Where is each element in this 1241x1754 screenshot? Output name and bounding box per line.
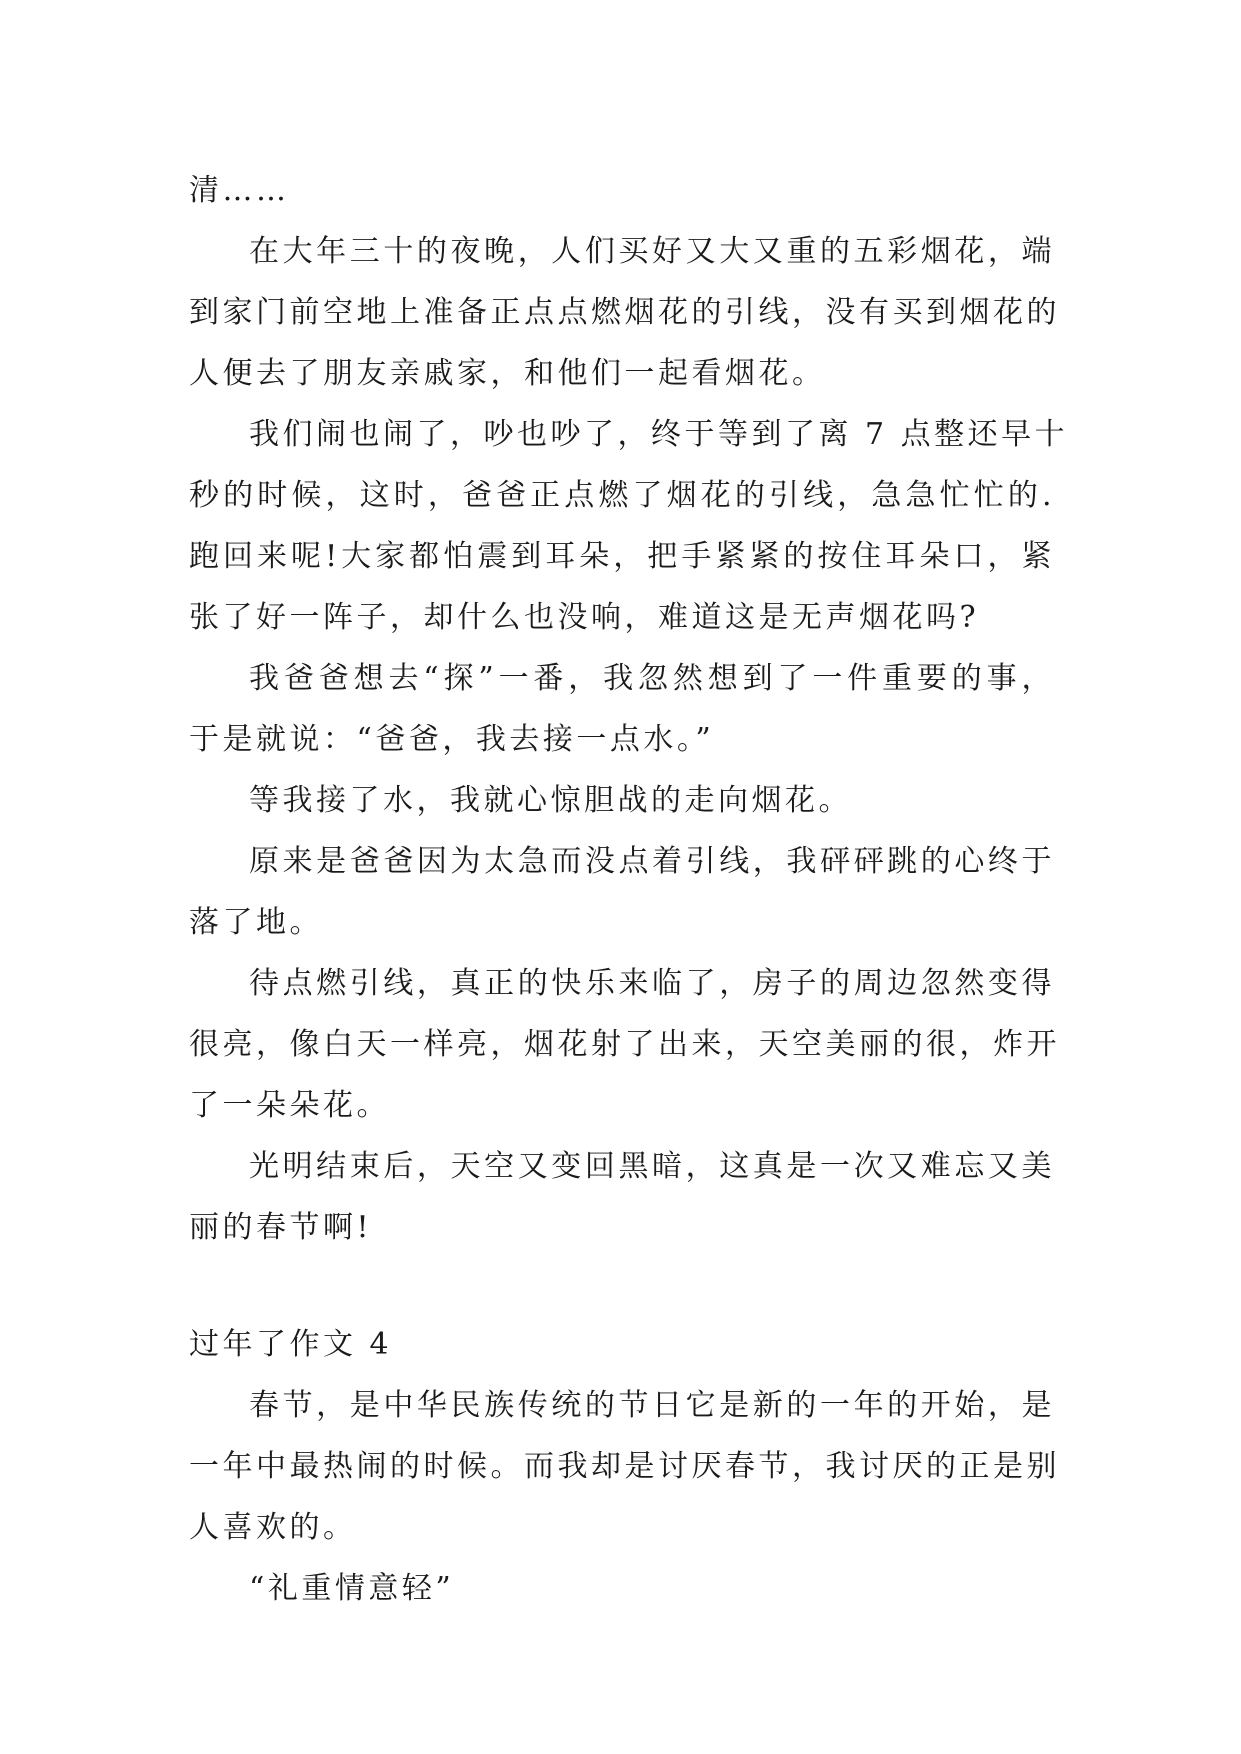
text-line: 跑回来呢!大家都怕震到耳朵，把手紧紧的按住耳朵口，紧	[189, 539, 1055, 574]
text-line: 在大年三十的夜晚，人们买好又大又重的五彩烟花，端	[249, 234, 1055, 269]
section-gap	[189, 1258, 1055, 1314]
text-line: “礼重情意轻”	[249, 1571, 455, 1606]
text-line: 到家门前空地上准备正点点燃烟花的引线，没有买到烟花的	[189, 295, 1060, 330]
text-line: 张了好一阵子，却什么也没响，难道这是无声烟花吗?	[189, 600, 980, 635]
paragraph-continuation	[189, 160, 1055, 221]
paragraph-waiting	[189, 404, 1069, 465]
paragraph-explore-cont	[189, 709, 1055, 770]
text-line: 原来是爸爸因为太急而没点着引线，我砰砰跳的心终于	[249, 844, 1055, 879]
text-line: 一年中最热闹的时候。而我却是讨厌春节，我讨厌的正是别	[189, 1449, 1060, 1484]
text-line: 秒的时候，这时，爸爸正点燃了烟花的引线，急急忙忙的.	[189, 478, 1055, 513]
paragraph-water	[189, 770, 1055, 831]
paragraph-fireworks	[189, 953, 1055, 1014]
text-line: 于是就说：“爸爸，我去接一点水。”	[189, 722, 715, 757]
document-body	[189, 160, 1069, 1619]
text-line: 待点燃引线，真正的快乐来临了，房子的周边忽然变得	[249, 966, 1055, 1001]
section-title	[189, 1314, 1055, 1375]
text-line: 清……	[189, 173, 290, 208]
text-line: 人便去了朋友亲戚家，和他们一起看烟花。	[189, 356, 826, 391]
text-line: 春节，是中华民族传统的节日它是新的一年的开始，是	[249, 1388, 1055, 1423]
text-line: 了一朵朵花。	[189, 1088, 390, 1123]
text-line: 落了地。	[189, 905, 323, 940]
text-line: 我爸爸想去“探”一番，我忽然想到了一件重要的事，	[249, 661, 1055, 696]
text-line: 很亮，像白天一样亮，烟花射了出来，天空美丽的很，炸开	[189, 1027, 1060, 1062]
paragraph-fuse-cont	[189, 892, 1055, 953]
text-line: 光明结束后，天空又变回黑暗，这真是一次又难忘又美	[249, 1149, 1055, 1184]
paragraph-new-year-eve-cont	[189, 282, 1060, 404]
paragraph-explore	[189, 648, 1055, 709]
paragraph-spring-festival-cont	[189, 1436, 1060, 1558]
paragraph-fuse	[189, 831, 1055, 892]
section-title-text: 过年了作文 4	[189, 1327, 393, 1362]
text-line: 我们闹也闹了，吵也吵了，终于等到了离 7 点整还早十	[249, 417, 1069, 452]
paragraph-waiting-cont	[189, 465, 1055, 648]
paragraph-ending-cont	[189, 1197, 1055, 1258]
text-line: 丽的春节啊!	[189, 1210, 373, 1245]
paragraph-spring-festival	[189, 1375, 1055, 1436]
paragraph-fireworks-cont	[189, 1014, 1060, 1136]
text-line: 等我接了水，我就心惊胆战的走向烟花。	[249, 783, 852, 818]
paragraph-ending	[189, 1136, 1055, 1197]
paragraph-new-year-eve	[189, 221, 1055, 282]
paragraph-quote	[189, 1558, 1055, 1619]
text-line: 人喜欢的。	[189, 1510, 357, 1545]
